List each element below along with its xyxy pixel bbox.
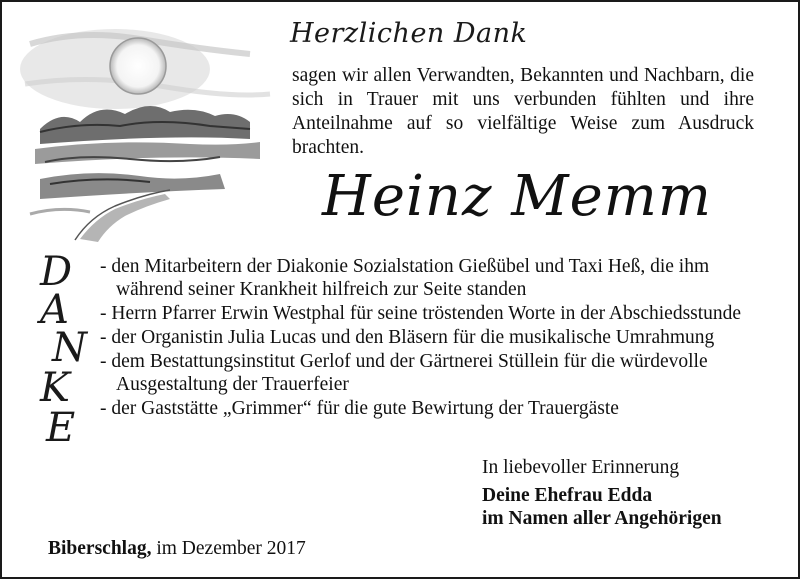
thanks-item: - den Mitarbeitern der Diakonie Sozialstation Gießübel und Taxi Heß, die ihm während seiner Krankheit hilfreich zur Seite standen bbox=[100, 256, 710, 300]
intro-text: sagen wir allen Verwandten, Bekannten und Nachbarn, die sich in Trauer mit uns verbunden fühlten und ihre Anteilnahme auf so vielfältige Weise zum Ausdruck brachten. bbox=[292, 65, 754, 158]
thanks-list bbox=[100, 255, 780, 420]
danke-letter: K bbox=[40, 365, 70, 411]
danke-letter: N bbox=[52, 325, 87, 371]
danke-letter: D bbox=[40, 249, 73, 295]
thanks-item: - dem Bestattungsinstitut Gerlof und der Gärtnerei Stüllein für die würdevolle Ausgestaltung der Trauerfeier bbox=[100, 351, 708, 395]
thanks-item: - der Gaststätte „Grimmer“ für die gute Bewirtung der Trauergäste bbox=[100, 398, 619, 419]
moon-landscape-illustration bbox=[20, 14, 280, 244]
thanks-item: - Herrn Pfarrer Erwin Westphal für seine tröstenden Worte in der Abschiedsstunde bbox=[100, 303, 742, 324]
place-date-text: im Dezember 2017 bbox=[156, 538, 306, 559]
heading: Herzlichen Dank bbox=[290, 18, 528, 49]
danke-letter: A bbox=[40, 287, 69, 333]
signature-line-1: Deine Ehefrau Edda bbox=[482, 485, 653, 506]
deceased-name: Heinz Memm bbox=[322, 164, 712, 229]
danke-letter: E bbox=[46, 405, 76, 451]
closing-greeting: In liebevoller Erinnerung bbox=[482, 457, 680, 478]
place-date bbox=[48, 538, 306, 560]
place-town: Biberschlag, bbox=[48, 538, 152, 559]
closing-block bbox=[482, 456, 722, 530]
signature-line-2: im Namen aller Angehörigen bbox=[482, 508, 722, 529]
thanks-item: - der Organistin Julia Lucas und den Bläsern für die musikalische Umrahmung bbox=[100, 327, 715, 348]
